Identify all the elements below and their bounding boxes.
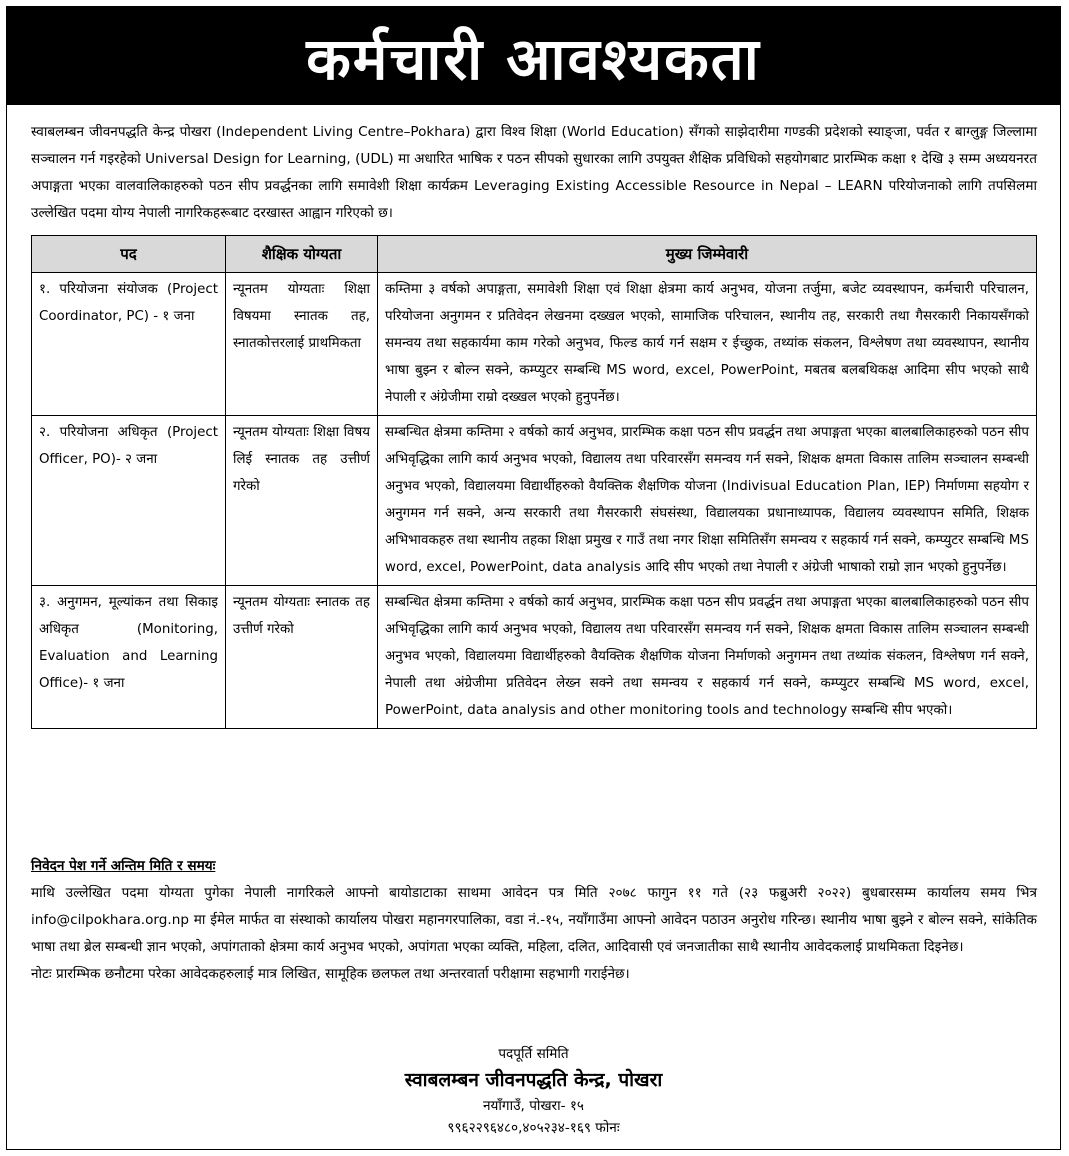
deadline-title: निवेदन पेश गर्ने अन्तिम मिति र समयः [31,858,216,874]
organization-name: स्वाबलम्बन जीवनपद्धति केन्द्र, पोखरा [404,1069,663,1091]
committee-name: पदपूर्ति समिति [498,1046,569,1062]
deadline-note: नोटः प्रारम्भिक छनौटमा परेका आवेदकहरुलाई मात्र लिखित, सामूहिक छलफल तथा अन्तरवार्ता परीक्षामा सहभागी गराईनेछ। [31,966,630,982]
notice-title: कर्मचारी आवश्यकता [306,24,761,93]
post-cell: १. परियोजना संयोजक (Project Coordinator, PC) - १ जना [32,273,226,416]
responsibility-cell: कम्तिमा ३ वर्षको अपाङ्गता, समावेशी शिक्षा एवं शिक्षा क्षेत्रमा कार्य अनुभव, योजना तर्जुमा, बजेट व्यवस्थापन, कर्मचारी परिचालन, परियोजना अनुगमन र प्रतिवेदन लेखनमा दख्खल भएको, सामाजिक परिचालन, स्थानीय तह, सरकारी तथा गैसरकारी निकायसँगको समन्वय तथा सहकार्यमा काम गरेको अनुभव, फिल्ड कार्य गर्न सक्षम र ईच्छुक, तथ्यांक संकलन, विश्लेषण तथा व्यवस्थापन, स्थानीय भाषा बुझ्न र बोल्न सक्ने, कम्प्युटर सम्बन्धि MS word, excel, PowerPoint, मबतब बलबथिकक्ष आदिमा सीप भएको साथै नेपाली र अंग्रेजीमा राम्रो दख्खल भएको हुनुपर्नेछ। [378,273,1037,416]
post-cell: ३. अनुगमन, मूल्यांकन तथा सिकाइ अधिकृत (Monitoring, Evaluation and Learning Office)- १ जना [32,586,226,729]
qualification-cell: न्यूनतम योग्यताः शिक्षा विषय लिई स्नातक तह उत्तीर्ण गरेको [226,416,378,586]
vacancy-table [31,235,1037,729]
table-row [32,416,1037,586]
post-cell: २. परियोजना अधिकृत (Project Officer, PO)- २ जना [32,416,226,586]
table-row [32,273,1037,416]
deadline-body: माथि उल्लेखित पदमा योग्यता पुगेका नेपाली नागरिकले आफ्नो बायोडाटाका साथमा आवेदन पत्र मिति २०७८ फागुन ११ गते (२३ फब्रुअरी २०२२) बुधबारसम्म कार्यालय समय भित्र info@cilpokhara.org.np मा ईमेल मार्फत वा संस्थाको कार्यालय पोखरा महानगरपालिका, वडा नं.-१५, नयाँगाउँमा आफ्नो आवेदन पठाउन अनुरोध गरिन्छ। स्थानीय भाषा बुझ्ने र बोल्न सक्ने, सांकेतिक भाषा तथा ब्रेल सम्बन्धी ज्ञान भएको, अपांगताको क्षेत्रमा कार्य अनुभव भएको, अपांगता भएका व्यक्ति, महिला, दलित, आदिवासी एवं जनजातीका साथै स्थानीय आवेदकलाई प्राथमिकता दिइनेछ। [31,885,1037,955]
qualification-cell: न्यूनतम योग्यताः शिक्षा विषयमा स्नातक तह, स्नातकोत्तरलाई प्राथमिकता [226,273,378,416]
header-responsibility: मुख्य जिम्मेवारी [378,236,1037,273]
notice-sheet [6,6,1061,1150]
organization-phone: ९९६२२९६४८०,४०५२३४-१६९ फोनः [447,1120,620,1136]
intro-paragraph: स्वाबलम्बन जीवनपद्धति केन्द्र पोखरा (Independent Living Centre–Pokhara) द्वारा विश्व शिक्षा (World Education) सँगको साझेदारीमा गण्डकी प्रदेशको स्याङ्जा, पर्वत र बाग्लुङ्ग जिल्लामा सञ्चालन गर्न गइरहेको Universal Design for Learning, (UDL) मा अधारित भाषिक र पठन सीपको सुधारका लागि उपयुक्त शैक्षिक प्रविधिको सहयोगबाट प्रारम्भिक कक्षा १ देखि ३ सम्म अध्ययनरत अपाङ्गता भएका वालवालिकाहरुको पठन सीप प्रवर्द्धनका लागि समावेशी शिक्षा कार्यक्रम Leveraging Existing Accessible Resource in Nepal – LEARN परियोजनाको लागि तपसिलमा उल्लेखित पदमा योग्य नेपाली नागरिकहरूबाट दरखास्त आह्वान गरिएको छ। [31,124,1037,221]
qualification-cell: न्यूनतम योग्यताः स्नातक तह उत्तीर्ण गरेको [226,586,378,729]
header-post: पद [32,236,226,273]
table-header-row [32,236,1037,273]
header-qualification: शैक्षिक योग्यता [226,236,378,273]
signature-block [7,1043,1060,1139]
deadline-section [31,853,1037,988]
organization-address: नयाँगाउँ, पोखरा- १५ [482,1098,585,1114]
table-row [32,586,1037,729]
notice-title-banner [7,7,1060,105]
responsibility-cell: सम्बन्धित क्षेत्रमा कम्तिमा २ वर्षको कार्य अनुभव, प्रारम्भिक कक्षा पठन सीप प्रवर्द्धन तथा अपाङ्गता भएका बालबालिकाहरुको पठन सीप अभिवृद्धिका लागि कार्य अनुभव भएको, विद्यालय तथा परिवारसँग समन्वय गर्न सक्ने, शिक्षक क्षमता विकास तालिम सञ्चालन सम्बन्धी अनुभव भएको, विद्यालयमा विद्यार्थीहरुको वैयक्तिक शैक्षणिक योजना निर्माणको अनुगमन तथा तथ्यांक संकलन, विश्लेषण गर्न सक्ने, नेपाली तथा अंग्रेजीमा प्रतिवेदन लेख्न सक्ने तथा समन्वय र सहकार्य गर्न सक्ने, कम्प्युटर सम्बन्धि MS word, excel, PowerPoint, data analysis and other monitoring tools and technology सम्बन्धि सीप भएको। [378,586,1037,729]
responsibility-cell: सम्बन्धित क्षेत्रमा कम्तिमा २ वर्षको कार्य अनुभव, प्रारम्भिक कक्षा पठन सीप प्रवर्द्धन तथा अपाङ्गता भएका बालबालिकाहरुको पठन सीप अभिवृद्धिका लागि कार्य अनुभव भएको, विद्यालय तथा परिवारसँग समन्वय गर्न सक्ने, शिक्षक क्षमता विकास तालिम सञ्चालन सम्बन्धी अनुभव भएको, विद्यालयमा विद्यार्थीहरुको वैयक्तिक शैक्षणिक योजना (Indivisual Education Plan, IEP) निर्माणमा सहयोग र अनुगमन गर्न सक्ने, अन्य सरकारी तथा गैसरकारी संघसंस्था, विद्यालयका प्रधानाध्यापक, विद्यालय व्यवस्थापन समिति, शिक्षक अभिभावकहरु तथा स्थानीय तहका शिक्षा प्रमुख र गाउँ तथा नगर शिक्षा समितिसँग समन्वय र सहकार्य गर्न सक्ने, कम्प्युटर सम्बन्धि MS word, excel, PowerPoint, data analysis आदि सीप भएको तथा नेपाली र अंग्रेजी भाषाको राम्रो ज्ञान भएको हुनुपर्नेछ। [378,416,1037,586]
